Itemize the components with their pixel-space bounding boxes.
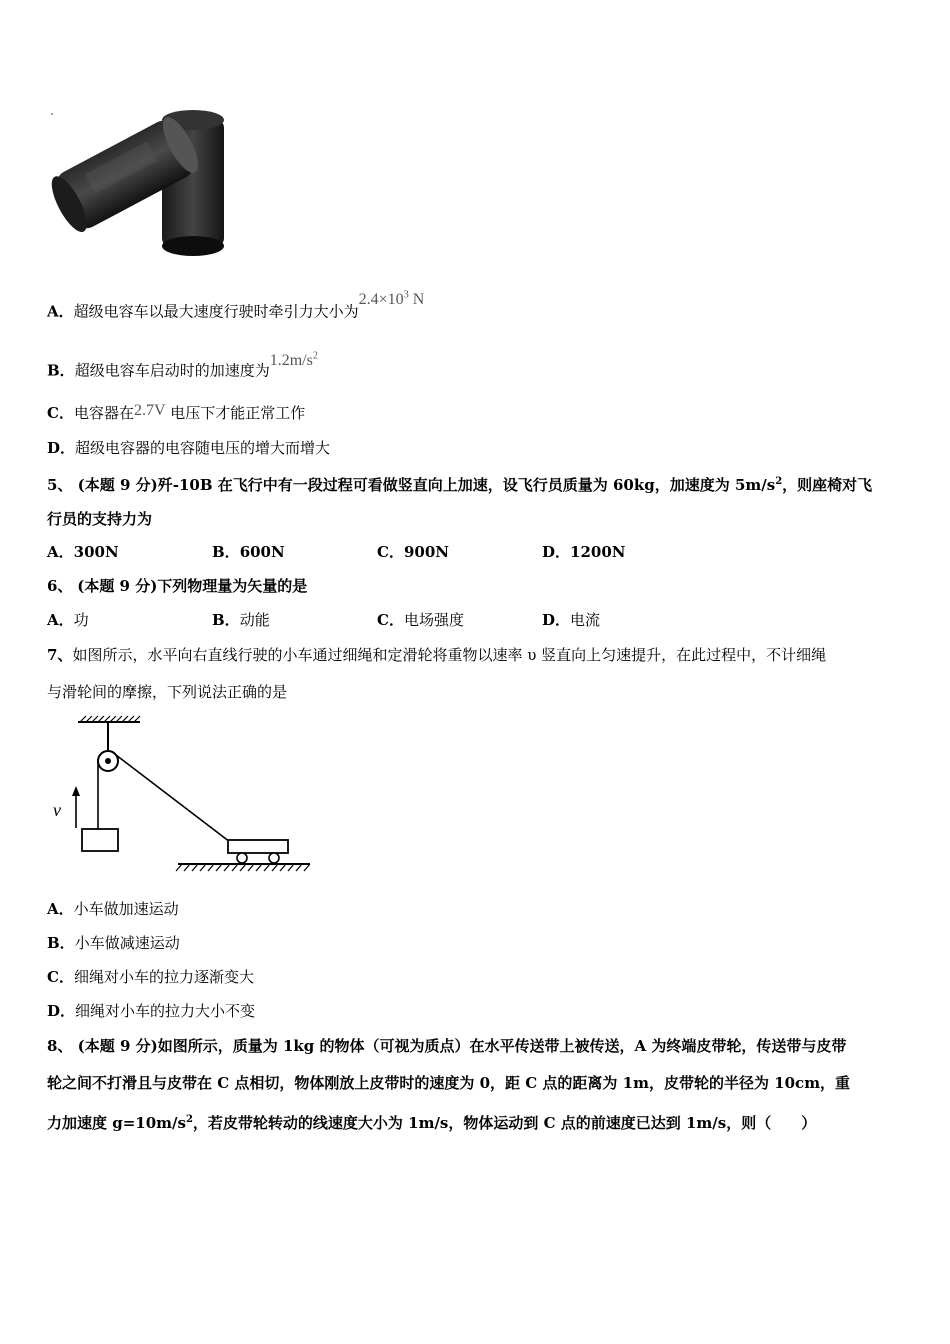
q7-option-a [47, 899, 179, 919]
q6-stem [47, 576, 307, 596]
q5-option-a [47, 542, 119, 562]
q6-option-c [377, 610, 464, 630]
option-text: 功 [73, 611, 89, 629]
q8-stem-line2 [47, 1073, 850, 1093]
question-text: 力加速度 g=10m/s [47, 1114, 186, 1132]
formula-unit: N [408, 291, 425, 309]
formula [270, 352, 318, 369]
exponent: 2 [185, 1114, 193, 1125]
q5-stem-line2 [47, 509, 152, 529]
q6-option-d [542, 610, 600, 630]
q7-stem-line2 [47, 682, 287, 702]
q5-option-b [212, 542, 285, 562]
formula-base: 2.4×10 [358, 291, 404, 309]
exponent: 2 [775, 476, 783, 487]
option-letter: D． [47, 439, 76, 457]
q4-option-b [47, 351, 318, 381]
option-letter: A． [47, 543, 74, 561]
question-text: 与滑轮间的摩擦，下列说法正确的是 [47, 683, 288, 701]
question-number: 8、 [47, 1037, 73, 1055]
question-text: (本题 9 分)如图所示，质量为 1kg 的物体（可视为质点）在水平传送带上被传送，A 为终端皮带轮，传送带与皮带 [77, 1037, 847, 1055]
option-text: 细绳对小车的拉力大小不变 [75, 1002, 256, 1020]
option-text: 超级电容器的电容随电压的增大而增大 [75, 439, 331, 457]
option-letter: B． [47, 361, 75, 380]
option-text-post: 电压下才能正常工作 [165, 404, 306, 422]
option-text: 动能 [239, 611, 270, 629]
question-number: 5、 [47, 476, 73, 494]
q7-stem-line1 [47, 645, 826, 665]
q8-stem-line3 [47, 1110, 816, 1133]
q5-stem-line1 [47, 472, 872, 495]
option-letter: D． [47, 1002, 76, 1020]
velocity-label: v [53, 800, 61, 820]
formula-exponent: 3 [403, 290, 409, 301]
q5-option-d [542, 542, 625, 562]
option-letter: B． [212, 543, 240, 561]
option-letter: C． [377, 543, 404, 561]
capacitor-photo [50, 96, 235, 266]
option-letter: C． [47, 968, 74, 986]
option-text: 小车做减速运动 [74, 934, 180, 952]
q5-option-c [377, 542, 449, 562]
option-letter: A． [47, 611, 74, 629]
option-letter: B． [47, 934, 75, 952]
option-text: 600N [239, 543, 285, 561]
question-text: (本题 9 分)歼-10B 在飞行中有一段过程可看做竖直向上加速，设飞行员质量为 60kg，加速度为 5m/s [77, 476, 776, 494]
question-number: 6、 [47, 577, 73, 595]
option-text: 900N [403, 543, 449, 561]
option-text: 电流 [570, 611, 601, 629]
option-text: 1200N [570, 543, 626, 561]
pulley-cart-diagram [48, 712, 318, 877]
question-text: 行员的支持力为 [47, 510, 153, 528]
question-number: 7、 [47, 646, 73, 664]
question-text: 轮之间不打滑且与皮带在 C 点相切，物体刚放上皮带时的速度为 0，距 C 点的距离为 1m，皮带轮的半径为 10cm，重 [47, 1074, 851, 1092]
question-text: (本题 9 分)下列物理量为矢量的是 [77, 577, 308, 595]
option-letter: D． [542, 543, 571, 561]
question-text-tail: ，若皮带轮转动的线速度大小为 1m/s，物体运动到 C 点的前速度已达到 1m/s，则（ ） [192, 1114, 817, 1132]
option-text: 300N [73, 543, 119, 561]
q4-option-a [47, 290, 425, 322]
option-text: 超级电容车启动时的加速度为 [74, 361, 270, 380]
question-text: 如图所示，水平向右直线行驶的小车通过细绳和定滑轮将重物以速率 υ 竖直向上匀速提升，在此过程中，不计细绳 [72, 646, 827, 664]
option-text-pre: 电容器在 [73, 404, 134, 422]
q8-stem-line1 [47, 1036, 846, 1056]
option-letter: A． [47, 900, 74, 918]
q7-option-b [47, 933, 180, 953]
option-letter: C． [377, 611, 404, 629]
q7-option-c [47, 967, 254, 987]
q4-option-c [47, 403, 305, 424]
formula-exponent: 2 [312, 351, 318, 362]
option-letter: A． [47, 302, 74, 321]
option-text: 细绳对小车的拉力逐渐变大 [73, 968, 254, 986]
option-text: 电场强度 [403, 611, 464, 629]
option-letter: B． [212, 611, 240, 629]
option-text: 超级电容车以最大速度行驶时牵引力大小为 [73, 302, 359, 321]
q4-option-d [47, 438, 330, 458]
q7-option-d [47, 1001, 255, 1021]
formula-base: 1.2m/s [269, 352, 313, 370]
formula: 2.7V [133, 402, 166, 419]
option-letter: C． [47, 404, 74, 422]
option-letter: D． [542, 611, 571, 629]
q6-option-b [212, 610, 270, 630]
option-text: 小车做加速运动 [73, 900, 179, 918]
q6-option-a [47, 610, 89, 630]
question-text-tail: ，则座椅对飞 [782, 476, 873, 494]
formula [359, 291, 425, 308]
